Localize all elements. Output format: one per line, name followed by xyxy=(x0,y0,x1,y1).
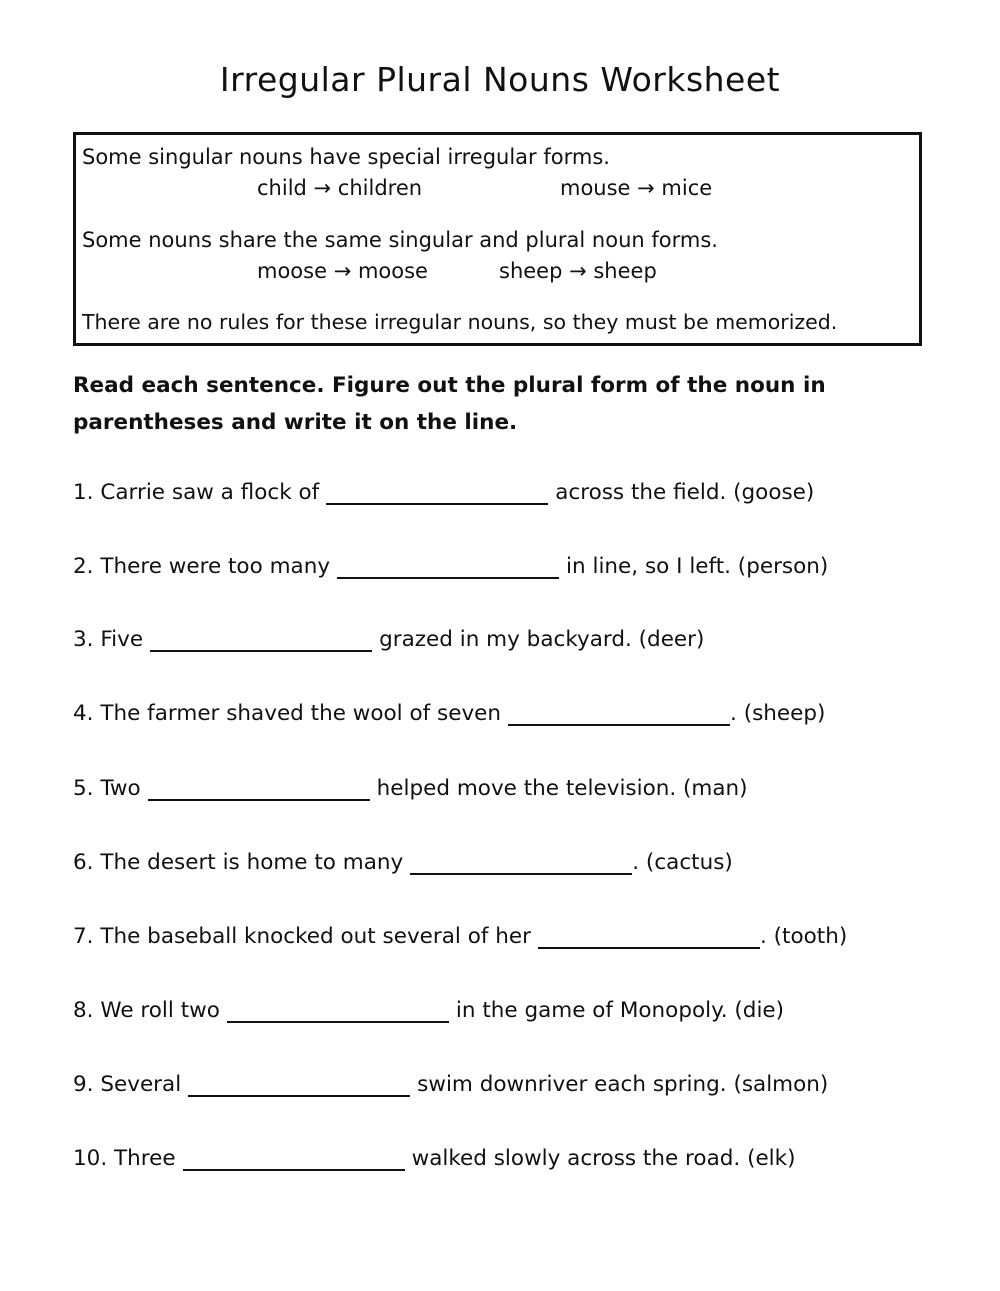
question-7 xyxy=(73,924,847,949)
question-2 xyxy=(73,554,828,579)
question-6 xyxy=(73,850,733,875)
rule-irregular-forms: Some singular nouns have special irregular forms. xyxy=(82,145,610,169)
question-text: 10. Three xyxy=(73,1146,176,1171)
question-text: helped move the television. (man) xyxy=(376,776,748,801)
instructions-line-1: Read each sentence. Figure out the plural form of the noun in xyxy=(73,373,826,398)
question-10 xyxy=(73,1146,796,1171)
question-text: 1. Carrie saw a flock of xyxy=(73,480,320,505)
question-text: in line, so I left. (person) xyxy=(566,554,829,579)
question-text: grazed in my backyard. (deer) xyxy=(379,627,705,652)
example-mouse: mouse → mice xyxy=(560,176,713,200)
answer-blank[interactable] xyxy=(188,1073,410,1097)
question-text: . (sheep) xyxy=(730,701,826,726)
question-text: in the game of Monopoly. (die) xyxy=(455,998,785,1023)
answer-blank[interactable] xyxy=(337,555,559,579)
example-child: child → children xyxy=(257,176,423,200)
question-9 xyxy=(73,1072,828,1097)
question-1 xyxy=(73,480,814,505)
question-text: 6. The desert is home to many xyxy=(73,850,404,875)
answer-blank[interactable] xyxy=(183,1147,405,1171)
question-text: 8. We roll two xyxy=(73,998,220,1023)
answer-blank[interactable] xyxy=(538,925,760,949)
answer-blank[interactable] xyxy=(508,702,730,726)
question-text: . (cactus) xyxy=(632,850,733,875)
question-5 xyxy=(73,776,748,801)
question-text: 2. There were too many xyxy=(73,554,331,579)
question-text: swim downriver each spring. (salmon) xyxy=(417,1072,829,1097)
rule-memorize: There are no rules for these irregular nouns, so they must be memorized. xyxy=(82,310,838,334)
question-3 xyxy=(73,627,704,652)
answer-blank[interactable] xyxy=(148,777,370,801)
question-8 xyxy=(73,998,784,1023)
worksheet-title: Irregular Plural Nouns Worksheet xyxy=(219,60,781,99)
answer-blank[interactable] xyxy=(150,628,372,652)
question-text: 5. Two xyxy=(73,776,141,801)
question-text: across the field. (goose) xyxy=(555,480,815,505)
question-text: walked slowly across the road. (elk) xyxy=(411,1146,796,1171)
instructions xyxy=(73,367,873,441)
answer-blank[interactable] xyxy=(410,851,632,875)
question-text: 3. Five xyxy=(73,627,144,652)
rules-box xyxy=(73,132,922,346)
question-text: 7. The baseball knocked out several of her xyxy=(73,924,531,949)
instructions-line-2: parentheses and write it on the line. xyxy=(73,410,518,435)
answer-blank[interactable] xyxy=(326,481,548,505)
rule-same-forms: Some nouns share the same singular and plural noun forms. xyxy=(82,228,718,252)
answer-blank[interactable] xyxy=(227,999,449,1023)
example-moose: moose → moose xyxy=(257,259,428,283)
question-text: 4. The farmer shaved the wool of seven xyxy=(73,701,502,726)
question-text: . (tooth) xyxy=(759,924,848,949)
question-text: 9. Several xyxy=(73,1072,182,1097)
example-sheep: sheep → sheep xyxy=(499,259,657,283)
question-4 xyxy=(73,701,825,726)
